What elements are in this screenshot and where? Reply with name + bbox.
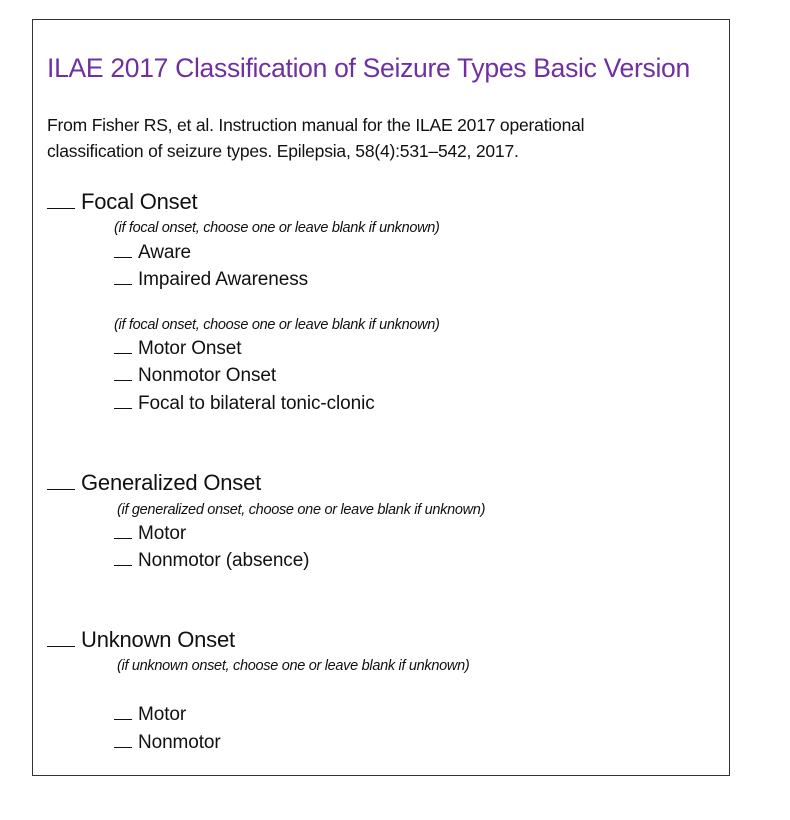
checkbox-blank-generalized-onset[interactable] [47, 488, 75, 490]
checkbox-blank-generalized-nonmotor[interactable] [114, 564, 132, 566]
option-unknown-motor: Motor [114, 704, 186, 726]
checkbox-blank-unknown-onset[interactable] [47, 645, 75, 647]
checkbox-blank-focal-onset[interactable] [47, 207, 75, 209]
instruction-note: (if focal onset, choose one or leave blank if unknown) [114, 317, 440, 333]
checkbox-blank-motor-onset[interactable] [114, 352, 132, 354]
option-generalized-motor: Motor [114, 523, 186, 545]
section-heading: Unknown Onset [81, 627, 235, 652]
option-motor-onset: Motor Onset [114, 338, 241, 360]
checkbox-blank-unknown-motor[interactable] [114, 718, 132, 720]
document-title: ILAE 2017 Classification of Seizure Types Basic Version [47, 53, 690, 83]
option-focal-to-bilateral: Focal to bilateral tonic-clonic [114, 393, 375, 415]
option-aware: Aware [114, 242, 191, 264]
instruction-note: (if focal onset, choose one or leave blank if unknown) [114, 220, 440, 236]
checkbox-blank-generalized-motor[interactable] [114, 537, 132, 539]
section-heading: Generalized Onset [81, 470, 262, 495]
checkbox-blank-impaired-awareness[interactable] [114, 283, 132, 285]
instruction-note: (if unknown onset, choose one or leave blank if unknown) [117, 658, 470, 674]
citation-line-2: classification of seizure types. Epilepsia, 58(4):531–542, 2017. [47, 141, 519, 161]
checkbox-blank-nonmotor-onset[interactable] [114, 379, 132, 381]
section-focal-onset [47, 189, 197, 215]
section-unknown-onset [47, 627, 235, 653]
option-unknown-nonmotor: Nonmotor [114, 732, 221, 754]
checkbox-blank-focal-to-bilateral[interactable] [114, 407, 132, 409]
section-heading: Focal Onset [81, 189, 198, 214]
section-generalized-onset [47, 470, 261, 496]
document-frame [32, 19, 730, 776]
option-generalized-nonmotor: Nonmotor (absence) [114, 550, 309, 572]
option-nonmotor-onset: Nonmotor Onset [114, 365, 276, 387]
option-impaired-awareness: Impaired Awareness [114, 269, 308, 291]
checkbox-blank-unknown-nonmotor[interactable] [114, 746, 132, 748]
citation-line-1: From Fisher RS, et al. Instruction manual for the ILAE 2017 operational [47, 115, 585, 135]
checkbox-blank-aware[interactable] [114, 256, 132, 258]
instruction-note: (if generalized onset, choose one or leave blank if unknown) [117, 502, 486, 518]
